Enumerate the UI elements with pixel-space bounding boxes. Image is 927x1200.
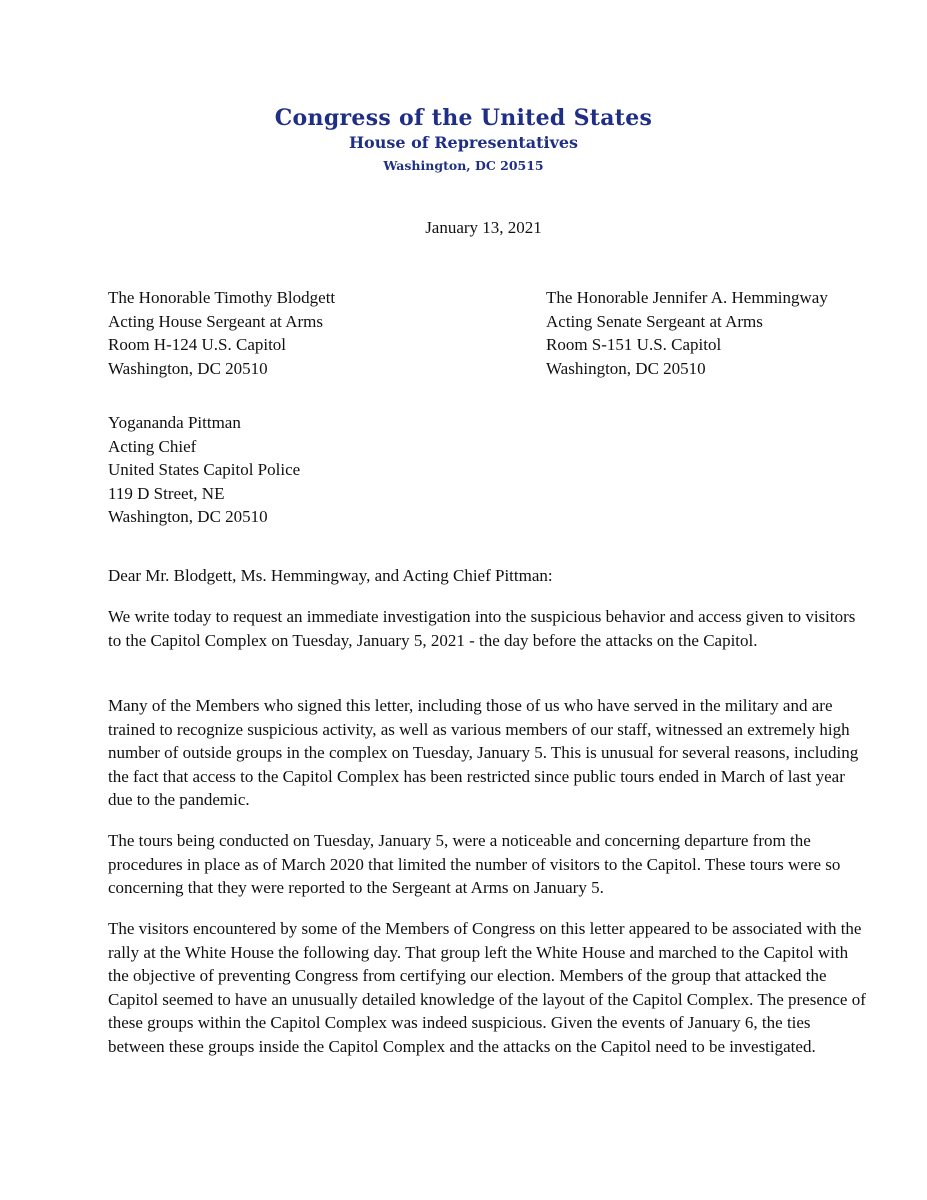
salutation: Dear Mr. Blodgett, Ms. Hemmingway, and Acting Chief Pittman: — [108, 566, 553, 585]
letter-date: January 13, 2021 — [425, 218, 542, 237]
address-line: The Honorable Jennifer A. Hemmingway — [546, 288, 828, 307]
recipient-address-senate — [546, 286, 828, 380]
body-paragraph: The visitors encountered by some of the Members of Congress on this letter appeared to be associated with the rally at the White House the following day. That group left the White House and marched to the Capitol with the objective of preventing Congress from certifying our election. Members of the group that attacked the Capitol seemed to have an unusually detailed knowledge of the layout of the Capitol Complex. The presence of these groups within the Capitol Complex was indeed suspicious. Given the events of January 6, the ties between these groups inside the Capitol Complex and the attacks on the Capitol need to be investigated. — [108, 919, 866, 1056]
body-paragraph: We write today to request an immediate investigation into the suspicious behavior and access given to visitors to the Capitol Complex on Tuesday, January 5, 2021 - the day before the attacks on the Capitol. — [108, 607, 856, 650]
body-paragraph: Many of the Members who signed this letter, including those of us who have served in the military and are trained to recognize suspicious activity, as well as various members of our staff, witnessed an extremely high number of outside groups in the complex on Tuesday, January 5. This is unusual for several reasons, including the fact that access to the Capitol Complex has been restricted since public tours ended in March of last year due to the pandemic. — [108, 696, 859, 809]
address-line: Acting House Sergeant at Arms — [108, 311, 323, 331]
address-line: The Honorable Timothy Blodgett — [108, 288, 336, 307]
address-line: United States Capitol Police — [108, 460, 301, 479]
recipient-address-house — [108, 286, 335, 380]
address-line: Washington, DC 20510 — [108, 507, 268, 526]
address-line: Room S-151 U.S. Capitol — [546, 335, 722, 354]
letterhead-address: Washington, DC 20515 — [383, 158, 544, 173]
address-line: Washington, DC 20510 — [546, 358, 706, 378]
address-line: Washington, DC 20510 — [108, 358, 268, 378]
address-line: 119 D Street, NE — [108, 483, 225, 503]
recipient-address-police — [108, 411, 300, 529]
address-line: Yogananda Pittman — [108, 413, 241, 432]
letterhead — [0, 104, 927, 178]
letterhead-subtitle: House of Representatives — [348, 133, 579, 152]
letterhead-title: Congress of the United States — [274, 105, 653, 131]
body-paragraph: The tours being conducted on Tuesday, January 5, were a noticeable and concerning departure from the procedures in place as of March 2020 that limited the number of visitors to the Capitol. These tours were so concerning that they were reported to the Sergeant at Arms on January 5. — [108, 831, 841, 897]
address-line: Acting Senate Sergeant at Arms — [546, 311, 763, 331]
address-line: Acting Chief — [108, 436, 197, 456]
address-line: Room H-124 U.S. Capitol — [108, 335, 287, 354]
